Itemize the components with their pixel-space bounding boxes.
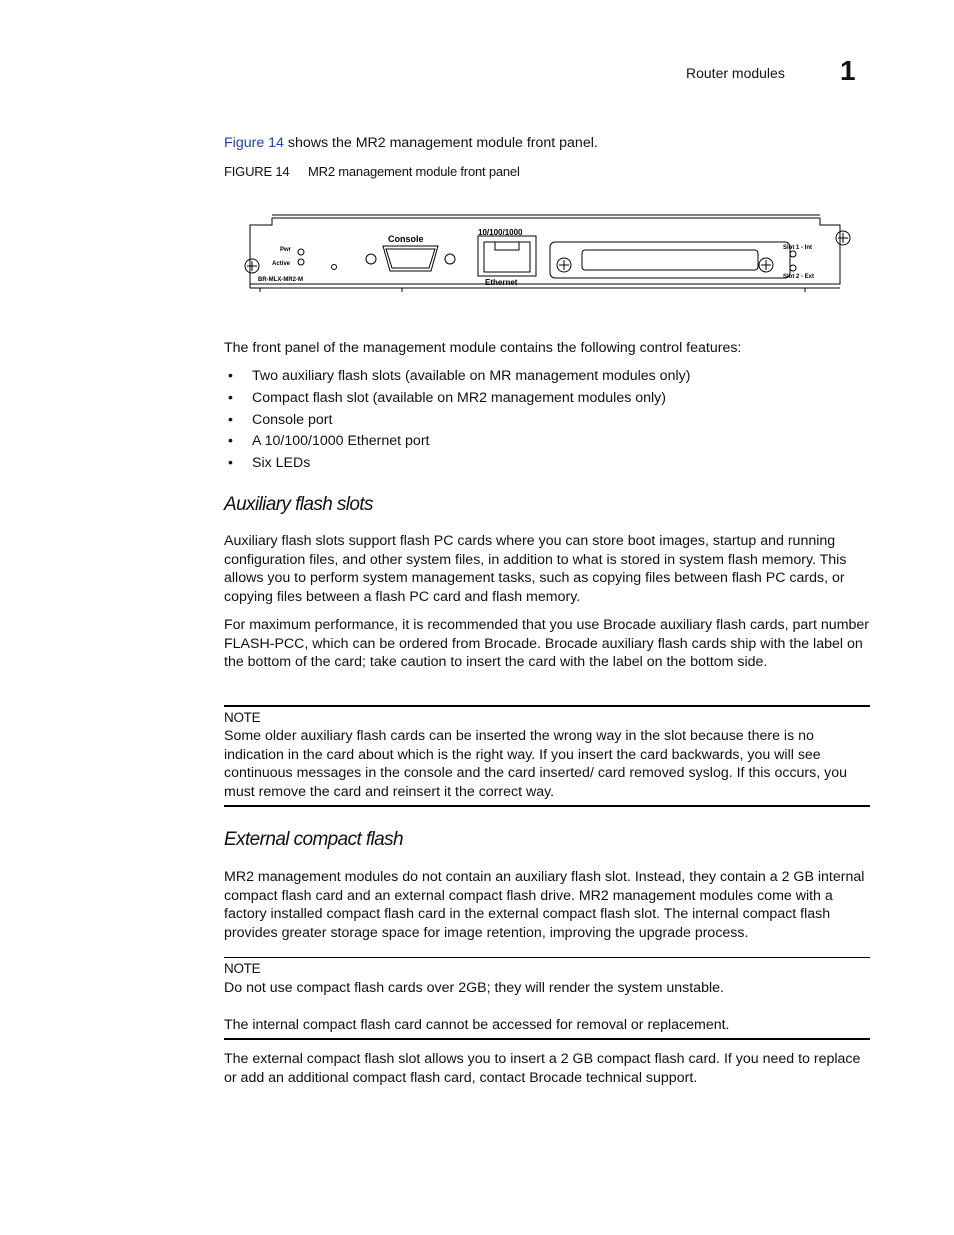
figure-caption-text: MR2 management module front panel <box>308 164 520 179</box>
intro-text: shows the MR2 management module front panel. <box>283 135 598 151</box>
list-item: • Two auxiliary flash slots (available on MR management modules only) <box>228 367 691 384</box>
compact-flash-slot-icon <box>550 242 790 278</box>
aux-note-label: NOTE <box>224 710 261 725</box>
ethernet-port-icon <box>484 242 530 272</box>
figure-label: FIGURE 14 <box>224 164 290 179</box>
list-item: • Compact flash slot (available on MR2 management modules only) <box>228 388 667 406</box>
list-item: • Console port <box>228 410 333 428</box>
aux-paragraph-2: For maximum performance, it is recommended that you use Brocade auxiliary flash cards, part number FLASH-PCC, which can be ordered from Brocade. Brocade auxiliary flash cards ship with the label on the bottom of the card; take caution to insert the card with the label on the bottom side. <box>224 617 870 671</box>
console-screw-right-icon <box>445 254 455 264</box>
ext-note-label: NOTE <box>224 961 261 976</box>
active-label: Active <box>272 261 291 267</box>
panel-outline <box>250 218 840 284</box>
intro-paragraph <box>224 134 598 153</box>
aux-note-text: Some older auxiliary flash cards can be inserted the wrong way in the slot because there is no indication in the card about which is the right way. If you insert the card backwards, you will see continuous messages in the console and the card inserted/ card removed syslog. If this occurs, you must remove the card and reinsert it the correct way. <box>224 728 848 800</box>
slot2-led-icon <box>790 265 796 271</box>
features-list <box>224 367 870 476</box>
note-top-rule <box>224 705 870 707</box>
aux-heading: Auxiliary flash slots <box>224 494 373 515</box>
aux-paragraph-1: Auxiliary flash slots support flash PC cards where you can store boot images, startup and running configuration files, and other system files, in addition to what is stored in system flash memory. This allows you to perform system management tasks, such as copying files between flash PC cards, or copying files between a flash PC card and flash memory. <box>224 533 847 605</box>
status-led-icon <box>332 265 337 270</box>
slot1-led-icon <box>790 251 796 257</box>
speed-label: 10/100/1000 <box>478 228 523 237</box>
note-bottom-rule <box>224 805 870 807</box>
slot2-label: Slot 2 - Ext <box>783 274 815 280</box>
ext-paragraph-1: MR2 management modules do not contain an auxiliary flash slot. Instead, they contain a 2 GB internal compact flash card and an external compact flash drive. MR2 management modules come with a factory installed compact flash card in the external compact flash slot. The internal compact flash provides greater storage space for image retention, improving the upgrade process. <box>224 869 865 941</box>
slot1-label: Slot 1 - Int <box>783 245 812 251</box>
ext-heading: External compact flash <box>224 829 403 850</box>
ethernet-label: Ethernet <box>485 278 518 287</box>
figure-caption <box>224 164 520 179</box>
running-header-title: Router modules <box>686 65 785 81</box>
ext-note-text-1: Do not use compact flash cards over 2GB; they will render the system unstable. <box>224 980 724 996</box>
list-item: • Six LEDs <box>228 454 311 472</box>
bullet-icon: • <box>228 432 233 449</box>
list-item: • A 10/100/1000 Ethernet port <box>228 432 430 450</box>
figure-link[interactable]: Figure 14 <box>224 135 284 151</box>
console-label: Console <box>388 234 424 244</box>
ext-note-bottom-rule <box>224 1038 870 1040</box>
bullet-icon: • <box>228 367 233 383</box>
bullet-icon: • <box>228 454 233 471</box>
chapter-number: 1 <box>840 55 856 86</box>
mr2-front-panel-diagram <box>240 212 855 298</box>
active-led-icon <box>298 259 304 265</box>
ext-note-text-2: The internal compact flash card cannot be accessed for removal or replacement. <box>224 1017 730 1033</box>
pwr-label: Pwr <box>280 247 292 253</box>
bullet-icon: • <box>228 388 233 405</box>
console-screw-left-icon <box>366 254 376 264</box>
ext-paragraph-2: The external compact flash slot allows you to insert a 2 GB compact flash card. If you need to replace or add an additional compact flash card, contact Brocade technical support. <box>224 1051 861 1086</box>
ext-note-top-rule <box>224 957 870 958</box>
features-intro: The front panel of the management module contains the following control features: <box>224 340 742 356</box>
model-label: BR-MLX-MR2-M <box>258 277 303 283</box>
bullet-icon: • <box>228 410 233 427</box>
pwr-led-icon <box>298 249 304 255</box>
